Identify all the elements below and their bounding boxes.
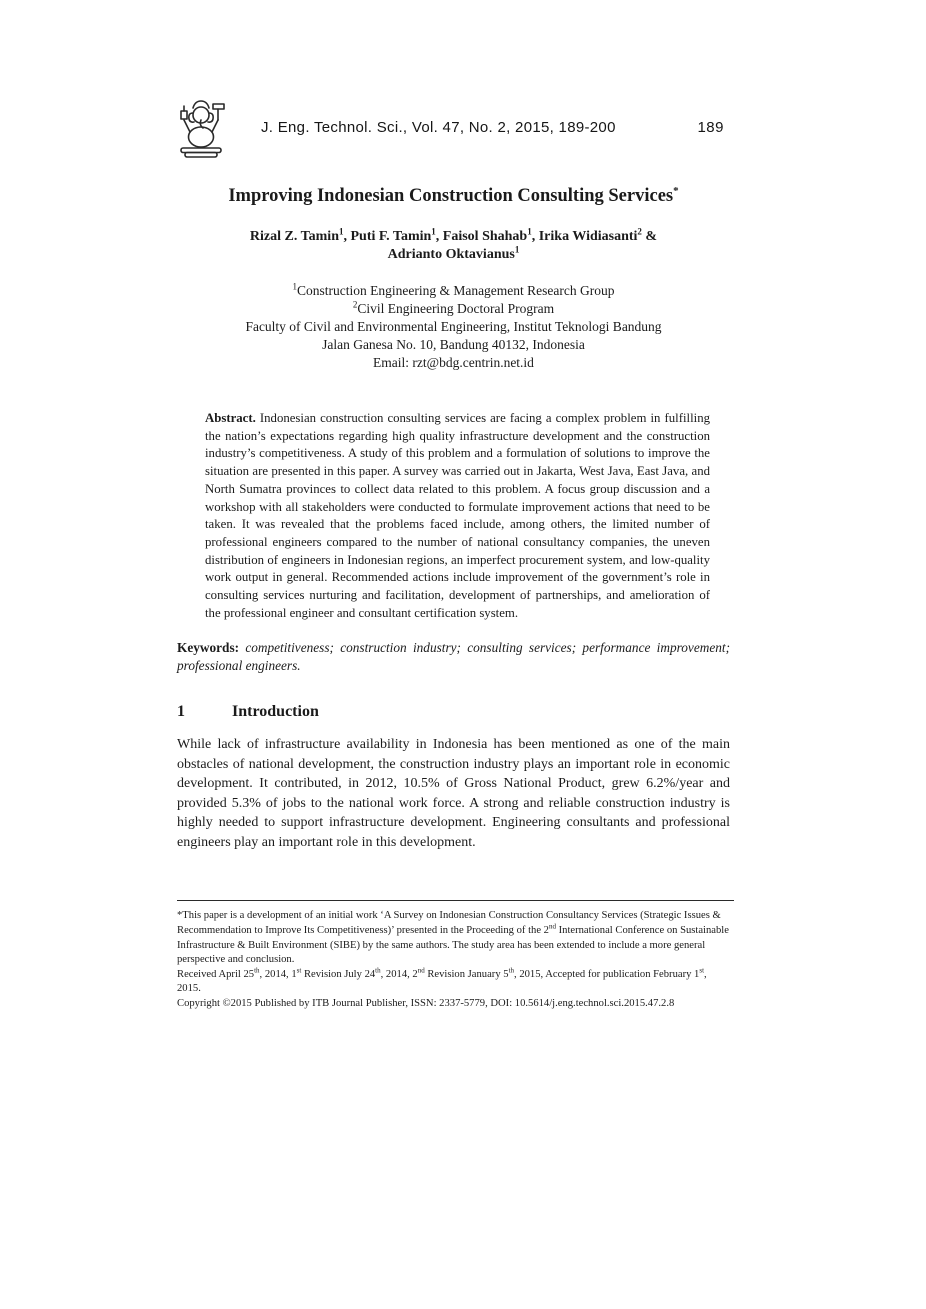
intro-paragraph: While lack of infrastructure availability in Indonesia has been mentioned as one of the main obstacles of national development, the construction industry plays an important role in economic development. It contributed, in 2012, 10.5% of Gross National Product, grew 6.2%/year and provided 5.3% of jobs to the national work force. A strong and reliable construction industry is highly needed to support infrastructure development. Engineering consultants and professional engineers play an important role in this development. <box>177 737 730 850</box>
itb-ganesha-logo-icon <box>177 94 225 160</box>
footnote-note: *This paper is a development of an initial work ‘A Survey on Indonesian Construction Consultancy Services (Strategic Issues & Recommendation to Improve Its Competitiveness)’ presented in the Proceeding of the 2nd International Conference on Sustainable Infrastructure & Built Environment (SIBE) by the same authors. The study area has been extended to include a more general perspective and conclusion. <box>177 910 729 966</box>
authors-block <box>177 228 730 264</box>
keywords-text: competitiveness; construction industry; consulting services; performance improvement; professional engineers. <box>177 640 730 674</box>
affiliation-line: $^1$Construction Engineering & Management Research Group <box>292 281 615 298</box>
affiliation-line: Faculty of Civil and Environmental Engineering, Institut Teknologi Bandung <box>245 319 662 334</box>
footnote-block <box>177 909 730 1011</box>
abstract <box>205 410 710 622</box>
section-title: Introduction <box>232 703 319 721</box>
authors-line-2: Adrianto Oktavianus$^1$ <box>387 244 520 262</box>
paper-title: Improving Indonesian Construction Consulting Services* <box>228 184 679 206</box>
abstract-text: Indonesian construction consulting services are facing a complex problem in fulfilling the nation’s expectations regarding high quality infrastructure development and the construction industry’s competitiveness. A study of this problem and a formulation of solutions to improve the situation are presented in this paper. A survey was carried out in Jakarta, West Java, East Java, and North Sumatra provinces to collect data related to this problem. A focus group discussion and a workshop with all stakeholders were conducted to formulate improvement actions that need to be taken. It was revealed that the problems faced include, among others, the limited number of professional engineers compared to the number of national consultancy companies, the uneven distribution of engineers in Indonesian regions, an imperfect procurement system, and low-quality work output in general. Recommended actions include improvement of the government’s role in consulting services nurturing and facilitation, development of partnerships, and amelioration of the professional engineer and consultant certification system. <box>205 411 710 620</box>
abstract-label: Abstract. <box>205 411 256 425</box>
authors-line-1: Rizal Z. Tamin$^1$, Puti F. Tamin$^1$, Faisol Shahab$^1$, Irika Widiasanti$^2$ & <box>249 226 658 244</box>
footnote-received: Received April 25th, 2014, 1st Revision July 24th, 2014, 2nd Revision January 5th, 2015, Accepted for publication February 1st, 2015. <box>177 966 707 995</box>
affiliation-line: $^2$Civil Engineering Doctoral Program <box>352 299 555 316</box>
journal-citation: J. Eng. Technol. Sci., Vol. 47, No. 2, 2015, 189-200 <box>261 118 616 136</box>
content-column <box>177 0 730 1012</box>
keywords <box>177 639 730 675</box>
affiliations-block <box>177 282 730 372</box>
keywords-label: Keywords: <box>177 640 240 656</box>
section-number: 1 <box>177 703 185 721</box>
affiliation-line: Jalan Ganesa No. 10, Bandung 40132, Indonesia <box>322 337 585 352</box>
page-number: 189 <box>697 118 724 136</box>
running-header <box>177 94 730 160</box>
email-line: Email: rzt@bdg.centrin.net.id <box>373 355 534 370</box>
section-heading <box>177 702 730 722</box>
footnote-copyright: Copyright ©2015 Published by ITB Journal Publisher, ISSN: 2337-5779, DOI: 10.5614/j.eng.technol.sci.2015.47.2.8 <box>177 998 675 1009</box>
footnote-divider <box>177 900 734 901</box>
